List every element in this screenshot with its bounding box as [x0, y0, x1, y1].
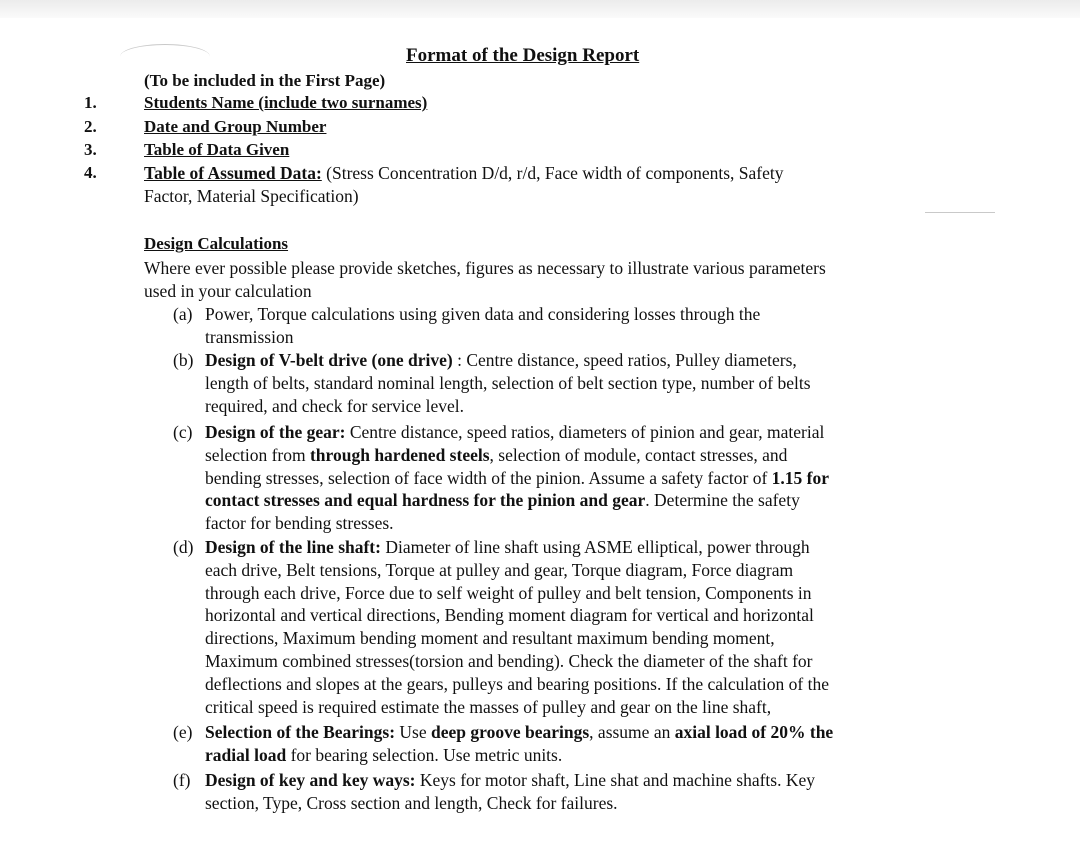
item-e-line — [205, 744, 965, 767]
item-c-line: factor for bending stresses. — [205, 513, 394, 534]
list-item-students-name: Students Name (include two surnames) — [144, 93, 428, 112]
list-item-assumed-data — [144, 162, 784, 184]
report-subtitle: (To be included in the First Page) — [144, 71, 386, 90]
item-d-text: Diameter of line shaft using ASME elliptical, power through — [380, 537, 810, 557]
item-c-line — [205, 421, 965, 444]
item-b-heading: Design of V-belt drive (one drive) — [205, 350, 453, 370]
item-d-heading: Design of the line shaft: — [205, 537, 381, 557]
item-b-label: (b) — [173, 350, 194, 370]
item-c-text: , selection of module, contact stresses, and — [489, 444, 788, 465]
page-edge-mark — [925, 212, 995, 221]
section-title: Design Calculations — [144, 234, 289, 253]
item-c-label: (c) — [173, 422, 193, 442]
item-e-text: , assume an — [589, 722, 675, 742]
item-c-emphasis: through hardened steels — [309, 444, 490, 465]
list-item-data-given: Table of Data Given — [144, 140, 290, 159]
item-e-line — [205, 721, 965, 744]
intro-line2: used in your calculation — [144, 281, 312, 301]
item-b-line: length of belts, standard nominal length, selection of belt section type, number of belts — [205, 372, 811, 393]
item-f-text: Keys for motor shaft, Line shat and machine shafts. Key — [415, 770, 815, 790]
item-f-line: section, Type, Cross section and length, Check for failures. — [205, 792, 618, 813]
assumed-data-line2: Factor, Material Specification) — [144, 186, 359, 206]
item-d-line: Maximum combined stresses(torsion and bending). Check the diameter of the shaft for — [205, 650, 813, 671]
item-c-emphasis: 1.15 for — [771, 467, 830, 488]
item-b-text: : Centre distance, speed ratios, Pulley diameters, — [452, 350, 797, 370]
item-e-label: (e) — [173, 722, 193, 742]
list-number-3: 3. — [84, 140, 97, 159]
item-d-line: each drive, Belt tensions, Torque at pulley and gear, Torque diagram, Force diagram — [205, 559, 794, 580]
list-item-date-group: Date and Group Number — [144, 117, 327, 136]
top-scan-shadow — [0, 0, 1080, 18]
assumed-data-label: Table of Assumed Data: — [144, 163, 322, 183]
item-b-line: required, and check for service level. — [205, 395, 464, 416]
item-d-line: through each drive, Force due to self weight of pulley and belt tension, Components in — [205, 582, 812, 603]
intro-line1: Where ever possible please provide sketches, figures as necessary to illustrate various parameters — [144, 258, 826, 278]
item-b-line — [205, 349, 965, 372]
item-c-line — [205, 444, 965, 467]
item-e-emphasis: radial load — [205, 744, 287, 765]
item-e-text: for bearing selection. Use metric units. — [286, 744, 563, 765]
list-number-1: 1. — [84, 93, 97, 112]
item-d-line: critical speed is required estimate the masses of pulley and gear on the line shaft, — [205, 696, 772, 717]
item-e-text: Use — [395, 722, 432, 742]
page-curl-mark — [120, 44, 210, 69]
item-a-line: Power, Torque calculations using given data and considering losses through the — [205, 304, 761, 324]
list-number-4: 4. — [84, 163, 97, 182]
item-e-heading: Selection of the Bearings: — [205, 722, 396, 742]
item-c-line — [205, 489, 965, 512]
item-d-label: (d) — [173, 537, 194, 557]
item-c-line — [205, 467, 965, 490]
item-f-heading: Design of key and key ways: — [205, 770, 416, 790]
item-e-emphasis: axial load of 20% the — [674, 722, 834, 742]
item-c-text: Centre distance, speed ratios, diameters of pinion and gear, material — [345, 422, 825, 442]
item-c-text: selection from — [205, 444, 310, 465]
item-c-text: bending stresses, selection of face width of the pinion. Assume a safety factor of — [205, 467, 772, 488]
item-d-line: directions, Maximum bending moment and resultant maximum bending moment, — [205, 628, 775, 649]
list-number-2: 2. — [84, 117, 97, 136]
item-a-label: (a) — [173, 304, 193, 324]
item-d-line — [205, 536, 965, 559]
item-a-line: transmission — [205, 326, 294, 347]
item-c-heading: Design of the gear: — [205, 422, 346, 442]
assumed-data-rest: (Stress Concentration D/d, r/d, Face width of components, Safety — [321, 163, 784, 183]
item-d-line: deflections and slopes at the gears, pulleys and bearing positions. If the calculation of the — [205, 673, 829, 694]
item-f-line — [205, 769, 965, 792]
item-e-emphasis: deep groove bearings — [431, 722, 590, 742]
item-f-label: (f) — [173, 770, 191, 790]
item-c-emphasis: contact stresses and equal hardness for the pinion and gear — [205, 490, 646, 511]
item-d-line: horizontal and vertical directions, Bending moment diagram for vertical and horizontal — [205, 605, 814, 626]
item-c-text: . Determine the safety — [645, 490, 800, 511]
report-title: Format of the Design Report — [406, 45, 640, 66]
